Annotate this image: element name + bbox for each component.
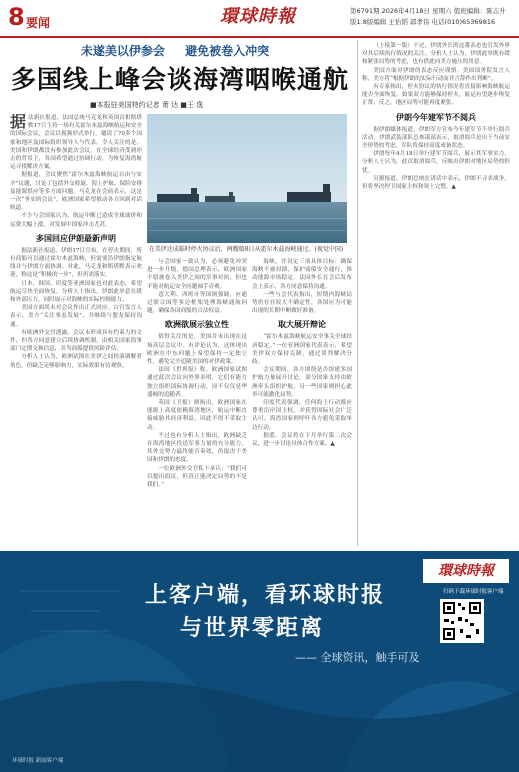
page-number: 8 — [8, 3, 25, 31]
qr-pattern — [440, 599, 484, 643]
paragraph: 有欧洲外交官透露，会议未形成具有约束力的文件，但各方同意建立后续协调机制，由相关国家海事部门定期交换信息，并为商船提供风险评估。 — [10, 329, 142, 353]
paragraph: 据报道，会议聚焦“霍尔木兹海峡航运自由与安全”议题，讨论了包括外交斡旋、海上护航、保险安排及能源供应等多方面问题。马克龙在会前表示，这是一次“务实的会议”，欧洲国家希望推动各方回到对话轨道。 — [10, 172, 142, 212]
page-header — [0, 0, 519, 38]
paragraph: 一位欧洲外交官私下承认：“我们可以提出倡议，但真正能决定局势的不是我们。” — [147, 465, 247, 489]
paragraph: 据悉，会议将在下月举行第二次会议，进一步讨论具体合作方案。▲ — [252, 432, 352, 448]
paragraph: 不过也有分析人士指出，欧洲缺乏在海湾地区投送军事力量的充分能力，其外交努力最终能否奏效，仍取决于美国和伊朗的态度。 — [147, 432, 247, 464]
news-photo — [147, 114, 347, 243]
kicker-left: 未遂美以伊参会 — [80, 44, 165, 58]
editor-meta: 版1.8版编辑 王怡韬 郭孝伟 电话(010)65369816 — [350, 18, 496, 26]
paragraph: 印度代表强调，任何海上行动都应尊重沿岸国主权，并获得国际社会广泛认可。海湾国家则呼吁各方避免采取单边行动。 — [252, 400, 352, 431]
article-kicker — [50, 42, 300, 59]
paragraph: 据伊朗媒体报道，伊朗军方宣布今年建军节不举行阅兵活动。伊朗武装部队总参谋部表示，取消阅兵是出于当前安全形势的考虑，军队将保持高度戒备状态。 — [362, 126, 510, 150]
drop-cap: 据 — [10, 114, 27, 131]
ad-headline-1: 上客户端，看环球时报 — [145, 582, 386, 608]
subheading: 欧洲欲展示独立性 — [165, 320, 229, 330]
paragraph: “霍尔木兹海峡航运安全事关全球经济稳定。”一位亚洲国家代表表示，希望美伊双方保持克制，通过谈判解决分歧。 — [252, 334, 352, 366]
paragraph: 另据报道，伊朗总统在讲话中表示，伊朗不寻求战争，但将坚决捍卫国家主权和领土完整。▲ — [362, 175, 510, 191]
subheading: 取大展开辩论 — [278, 320, 326, 330]
issue-meta: 第6791期 2026年4月18日 星期六 值班编辑：陈志升 — [350, 7, 506, 15]
lead-paragraph: 法新社报道，法国总统马克龙和英国首相斯塔默17日主持一场有关霍尔木兹海峡航运和安全的国际会议，会议以视频形式举行，邀请了70多个国家和地区及国际组织领导人与代表。令人关注的是，美国和伊朗都没有参加此次会议。在全球经济受到冲击的背景下，各国希望通过协调行动，为恢复海湾航运寻找解决方案。 — [10, 115, 142, 171]
paragraph: 日本、韩国、印度等亚洲国家也对此表态，希望航运尽快全面恢复。分析人士指出，伊朗此举意在缓和外部压力，同时展示对海峡的实际控制能力。 — [10, 280, 142, 304]
paragraph: 法国《世界报》称，欧洲国家试图通过此次会议向外界表明，它们有能力独立组织国际协调行动，而不仅仅是华盛顿的追随者。 — [147, 367, 247, 398]
article-column-1 — [10, 114, 142, 546]
column-divider — [357, 40, 358, 546]
paragraph: 意大利、西班牙等国则强调，应通过联合国等多边框架处理海峡通航问题，确保各国商船的合法权益。 — [147, 291, 247, 315]
qr-label: 扫码下载环球时报客户端 — [443, 589, 504, 595]
photo-caption: 在美伊达成临时停火协议后，两艘船8日从霍尔木兹海峡通过。(视觉中国) — [148, 246, 344, 253]
paragraph: 会议期间，各方围绕是否组建多国护航力量展开讨论。部分国家支持由欧洲牵头组织护航，另一些国家则担心此举可能激化局势。 — [252, 367, 352, 398]
ad-slogan: —— 全球资讯，触手可及 — [295, 651, 420, 664]
advertisement-banner[interactable] — [0, 551, 519, 772]
paragraph: 与会国家一致认为，必须避免冲突进一步升级。德国总理表示，欧洲国家不愿被卷入美伊之间的军事对抗，但也不能对航运安全问题袖手旁观。 — [147, 259, 247, 290]
article-byline: ■本报驻美国特约记者 萧 达 ■王 逸 — [90, 101, 204, 109]
kicker-right: 避免被卷入冲突 — [185, 44, 270, 58]
qr-code-icon[interactable] — [440, 599, 484, 643]
article-column-2 — [147, 258, 247, 546]
subheading: 多国回应伊朗最新声明 — [36, 233, 116, 243]
ad-logo: 環球時報 — [423, 559, 509, 583]
subheading: 伊朗今年建军节不阅兵 — [396, 112, 476, 122]
paragraph: 美国方面尚未对会议作出正式回应。白宫发言人表示，美方“关注事态发展”，并继续与盟友保持沟通。 — [10, 305, 142, 328]
ad-tagline: 环球时报 新闻客户端 — [12, 758, 64, 764]
paragraph: 有专家指出，停火协议的执行情况将直接影响海峡航运能否全面恢复。如果双方能够保持停火，航运有望逐步恢复正常；反之，地区局势可能再度紧张。 — [362, 84, 510, 107]
paragraph: 一些与会代表指出，短期内海峡局势仍存在较大不确定性，各国应为可能出现的长期中断做好准备。 — [252, 291, 352, 315]
paragraph: 分析人士认为，欧洲试图在美伊之间扮演调解者角色，但缺乏足够影响力，实际效果有待观察。 — [10, 354, 142, 369]
paragraph: 英国《卫报》则指出，欧洲国家在能源上高度依赖海湾地区，航运中断直接威胁其经济利益，因此不得不采取主动。 — [147, 400, 247, 431]
paragraph: 海峡，并设定三项具体目标：确保海峡不被封锁、保护商船安全通行、推动能源市场稳定。法国外长在会后发布会上表示，各方同意保持沟通。 — [252, 259, 352, 290]
masthead-logo: 環球時報 — [220, 6, 296, 27]
section-name: 要闻 — [26, 16, 51, 30]
article-column-3 — [252, 258, 352, 546]
paragraph: 值得关注的是，美国并未出现在这场高层会议中。有评论认为，这体现出欧洲在中东问题上希望保持一定独立性，避免完全追随美国的对伊政策。 — [147, 334, 247, 366]
paragraph: 美国方面对伊朗的表态反应谨慎。美国国务院发言人称，美方将“根据伊朗的实际行动而非言辞作出判断”。 — [362, 67, 510, 82]
ad-headline-2: 与世界零距离 — [180, 615, 325, 641]
paragraph: 不少与会国家认为，航运中断已造成全球油价和运费大幅上涨，对发展中国家冲击尤甚。 — [10, 213, 142, 228]
photo-seascape — [147, 114, 347, 243]
article-headline: 多国线上峰会谈海湾咽喉通航 — [10, 65, 349, 94]
article-column-4 — [362, 42, 510, 546]
paragraph: （上接第一版）不过，伊朗外长的这番表态也引发外界对其后续执行情况的关注。分析人士认为，伊朗此举既有缓和紧张局势的考虑，也有借此向美方施压的用意。 — [362, 43, 510, 66]
paragraph: 伊朗每年4月18日举行建军节阅兵，展示其军事实力。分析人士认为，此次取消阅兵，反映出伊朗对地区局势的担忧。 — [362, 151, 510, 174]
paragraph: 据法新社报道，伊朗17日宣布，在停火期间，所有商船可以通过霍尔木兹海峡，但需要沿伊朗指定航线并与伊朗方面协调。对此，马克龙和斯塔默表示欢迎，称这是“积极的一步”，但仍需落实。 — [10, 247, 142, 279]
